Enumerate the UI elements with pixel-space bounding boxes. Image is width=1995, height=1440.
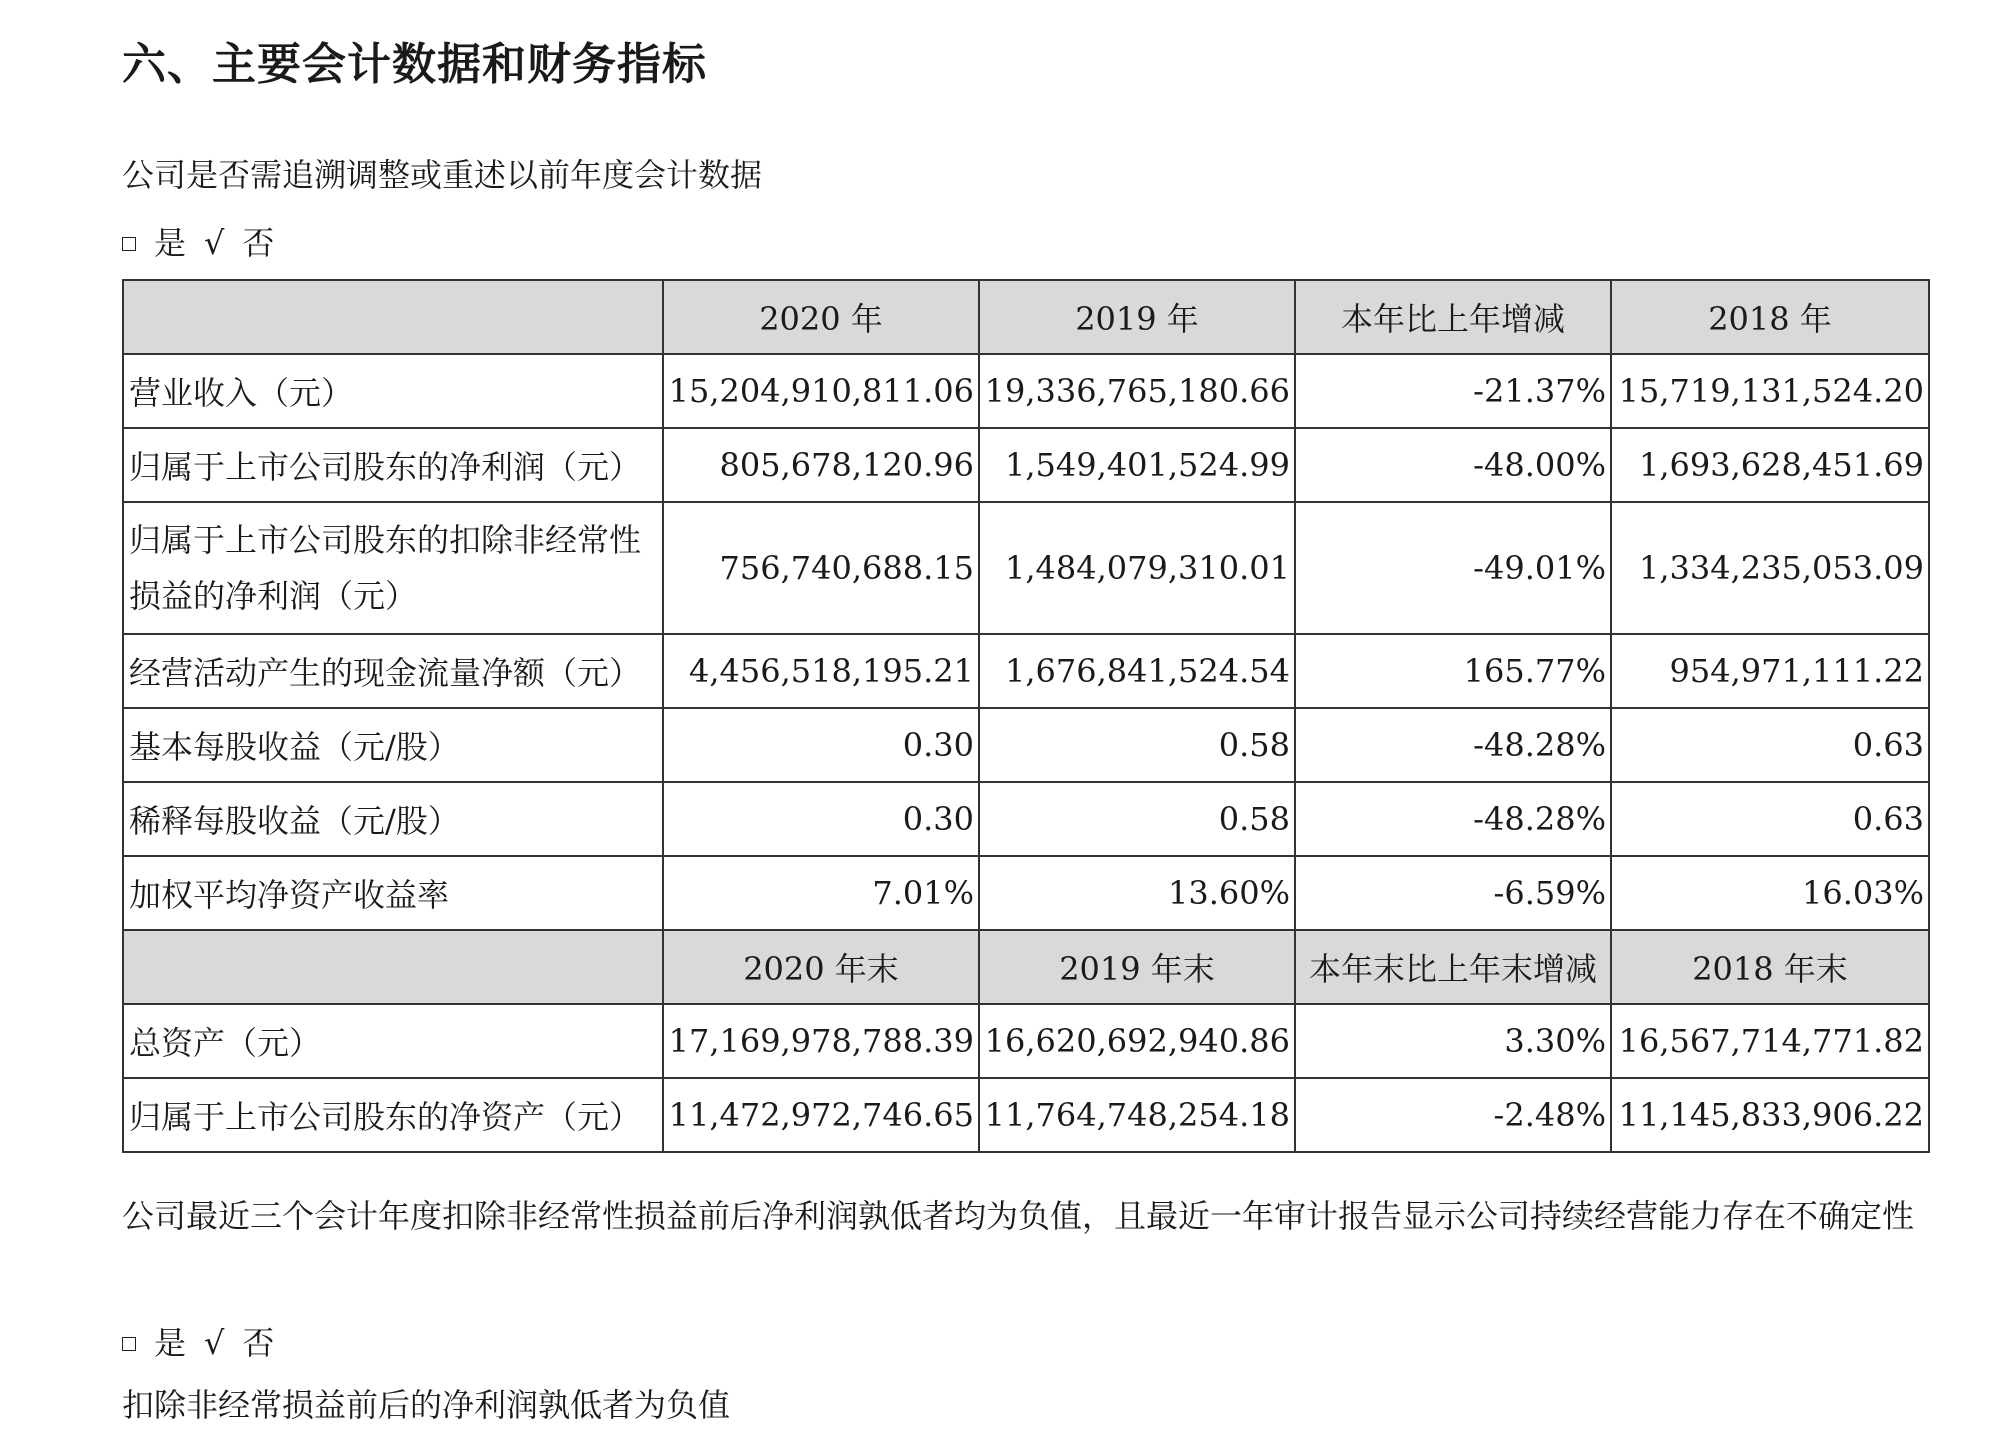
table-cell: 15,719,131,524.20 — [1611, 354, 1929, 428]
table-row — [123, 354, 1929, 428]
table-row — [123, 634, 1929, 708]
table-row — [123, 782, 1929, 856]
table-header-row — [123, 930, 1929, 1004]
table-row — [123, 708, 1929, 782]
going-concern-note: 公司最近三个会计年度扣除非经常性损益前后净利润孰低者均为负值，且最近一年审计报告显示公司持续经营能力存在不确定性 — [122, 1197, 1915, 1235]
choice-no-label: 否 — [242, 224, 275, 262]
table-cell: -48.28% — [1295, 782, 1611, 856]
row-label: 营业收入（元） — [123, 354, 663, 428]
table-header-row — [123, 280, 1929, 354]
table-cell: -49.01% — [1295, 502, 1611, 634]
header-cell: 2019 年末 — [979, 930, 1295, 1004]
table-cell: 1,484,079,310.01 — [979, 502, 1295, 634]
restatement-choice — [122, 218, 274, 264]
check-mark: √ — [204, 1324, 225, 1362]
table-cell: 0.30 — [663, 782, 979, 856]
row-label: 稀释每股收益（元/股） — [123, 782, 663, 856]
table-row — [123, 1078, 1929, 1152]
row-label: 归属于上市公司股东的扣除非经常性损益的净利润（元） — [123, 502, 663, 634]
table-cell: 11,764,748,254.18 — [979, 1078, 1295, 1152]
choice-yes-label: 是 — [154, 224, 187, 262]
table-cell: -2.48% — [1295, 1078, 1611, 1152]
header-cell: 2018 年 — [1611, 280, 1929, 354]
table-cell: 1,693,628,451.69 — [1611, 428, 1929, 502]
financial-data-table — [122, 279, 1930, 1153]
row-label: 归属于上市公司股东的净资产（元） — [123, 1078, 663, 1152]
table-cell: 165.77% — [1295, 634, 1611, 708]
table-cell: 16,567,714,771.82 — [1611, 1004, 1929, 1078]
table-row — [123, 428, 1929, 502]
table-cell: 15,204,910,811.06 — [663, 354, 979, 428]
table-cell: 16.03% — [1611, 856, 1929, 930]
table-cell: 954,971,111.22 — [1611, 634, 1929, 708]
table-cell: 11,145,833,906.22 — [1611, 1078, 1929, 1152]
table-cell: 4,456,518,195.21 — [663, 634, 979, 708]
table-cell: 0.63 — [1611, 708, 1929, 782]
table-cell: -48.28% — [1295, 708, 1611, 782]
header-cell: 本年末比上年末增减 — [1295, 930, 1611, 1004]
closing-line: 扣除非经常损益前后的净利润孰低者为负值 — [122, 1386, 731, 1424]
header-cell: 2020 年末 — [663, 930, 979, 1004]
table-cell: 0.58 — [979, 782, 1295, 856]
section-title: 六、主要会计数据和财务指标 — [122, 39, 707, 90]
table-cell: 1,334,235,053.09 — [1611, 502, 1929, 634]
table-cell: 11,472,972,746.65 — [663, 1078, 979, 1152]
table-cell: 17,169,978,788.39 — [663, 1004, 979, 1078]
table-cell: 0.63 — [1611, 782, 1929, 856]
header-cell — [123, 930, 663, 1004]
row-label: 总资产（元） — [123, 1004, 663, 1078]
table-cell: 16,620,692,940.86 — [979, 1004, 1295, 1078]
table-cell: 19,336,765,180.66 — [979, 354, 1295, 428]
table-cell: -6.59% — [1295, 856, 1611, 930]
choice-yes-label: 是 — [154, 1324, 187, 1362]
table-row — [123, 1004, 1929, 1078]
header-cell — [123, 280, 663, 354]
table-row — [123, 502, 1929, 634]
table-cell: 0.58 — [979, 708, 1295, 782]
row-label: 经营活动产生的现金流量净额（元） — [123, 634, 663, 708]
table-cell: 7.01% — [663, 856, 979, 930]
table-cell: 3.30% — [1295, 1004, 1611, 1078]
table-cell: 1,549,401,524.99 — [979, 428, 1295, 502]
header-cell: 2018 年末 — [1611, 930, 1929, 1004]
header-cell: 本年比上年增减 — [1295, 280, 1611, 354]
row-label: 归属于上市公司股东的净利润（元） — [123, 428, 663, 502]
header-cell: 2019 年 — [979, 280, 1295, 354]
header-cell: 2020 年 — [663, 280, 979, 354]
checkbox-icon — [122, 237, 136, 251]
table-cell: 805,678,120.96 — [663, 428, 979, 502]
choice-no-label: 否 — [242, 1324, 275, 1362]
table-cell: 0.30 — [663, 708, 979, 782]
checkbox-icon — [122, 1337, 136, 1351]
row-label: 加权平均净资产收益率 — [123, 856, 663, 930]
row-label: 基本每股收益（元/股） — [123, 708, 663, 782]
check-mark: √ — [204, 224, 225, 262]
going-concern-choice — [122, 1318, 274, 1364]
table-cell: 1,676,841,524.54 — [979, 634, 1295, 708]
table-cell: 756,740,688.15 — [663, 502, 979, 634]
table-cell: 13.60% — [979, 856, 1295, 930]
table-row — [123, 856, 1929, 930]
table-cell: -21.37% — [1295, 354, 1611, 428]
restatement-question: 公司是否需追溯调整或重述以前年度会计数据 — [122, 156, 763, 194]
table-cell: -48.00% — [1295, 428, 1611, 502]
